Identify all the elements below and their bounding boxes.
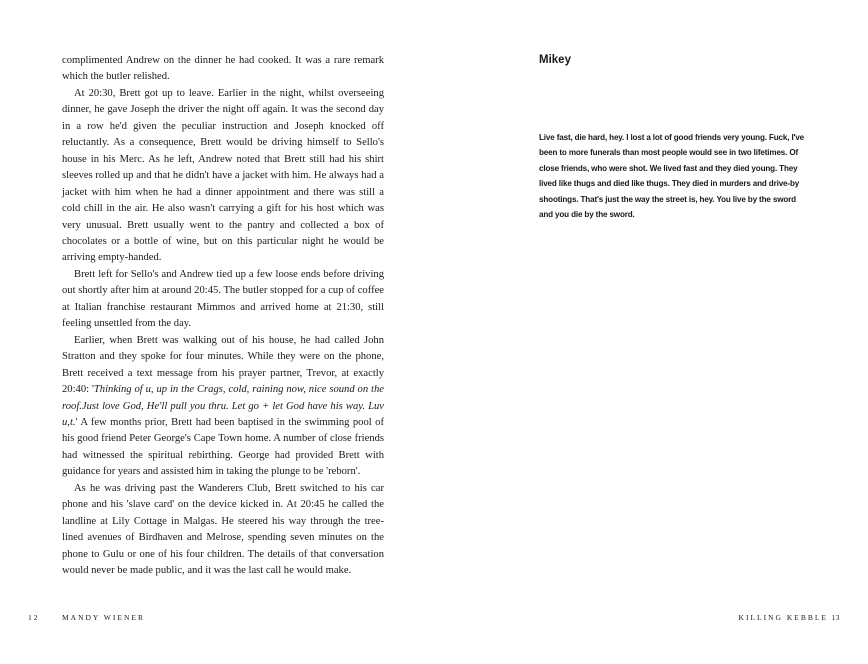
paragraph: As he was driving past the Wanderers Club, Brett switched to his car phone and his 'slave card' on the device kicked in. At 20:45 he called the landline at Lily Cottage in Malgas. He steered his way through the tree-lined avenues of Birdhaven and Melrose, spending seven minutes on the phone to Gulu or one of his four children. The details of that conversation would never be made public, and it was the last call he would make. <box>62 482 384 577</box>
interview-quote: Live fast, die hard, hey. I lost a lot of good friends very young. Fuck, I've been to more funerals than most people would see in two lifetimes. Of close friends, who were shot. We lived fast and they died young. They lived like thugs and died like thugs. They died in murders and drive-by shootings. That's just the way the street is, hey. You live by the sword and you die by the sword. <box>539 133 805 220</box>
paragraph: At 20:30, Brett got up to leave. Earlier in the night, whilst overseeing dinner, he gave Joseph the driver the night off again. It was the second day in a row he'd given the peculiar instruction and Joseph knocked off reluctantly. As a consequence, Brett would be driving himself to Sello's house in his Merc. As he left, Andrew noted that Brett still had his shirt sleeves rolled up and that he didn't have a jacket with him. He always had a jacket with him when he had a dinner appointment and there was still a cold chill in the air. He also wasn't carrying a gift for his host which was very unusual. Brett usually went to the pantry and collected a box of chocolates or a bottle of wine, but on this particular night he would be arriving empty-handed. <box>62 87 384 264</box>
paragraph: Brett left for Sello's and Andrew tied up a few loose ends before driving out shortly after him at around 20:45. The butler stopped for a cup of coffee at Italian franchise restaurant Mimmos and arrived home at 21:30, still feeling unsettled from the day. <box>62 268 384 330</box>
running-head-title: KILLING KEBBLE <box>738 613 828 622</box>
body-text <box>62 53 384 580</box>
paragraph-text: Earlier, when Brett was walking out of his house, he had called John Stratton and they spoke for four minutes. While they were on the phone, Brett received a text message from his prayer partner, Trevor, at exactly 20:40: ' <box>62 334 384 396</box>
page-number: 12 <box>28 613 40 622</box>
page-number: 13 <box>831 613 840 622</box>
text-message-quote: Thinking of u, up in the Crags, cold, raining now, nice sound on the roof.Just love God, He'll pull you thru. Let go + let God have his way. Luv u,t. <box>62 384 384 428</box>
right-page <box>434 0 868 664</box>
section-heading: Mikey <box>539 54 571 66</box>
paragraph-text: ' A few months prior, Brett had been baptised in the swimming pool of his good friend Peter George's Cape Town home. A number of close friends had witnessed the spiritual rebirthing. George had provided Brett with guidance for years and assisted him in taking the plunge to be 'reborn'. <box>62 416 384 478</box>
paragraph: complimented Andrew on the dinner he had cooked. It was a rare remark which the butler relished. <box>62 55 384 83</box>
running-head-author: MANDY WIENER <box>62 613 145 622</box>
paragraph <box>62 333 384 481</box>
